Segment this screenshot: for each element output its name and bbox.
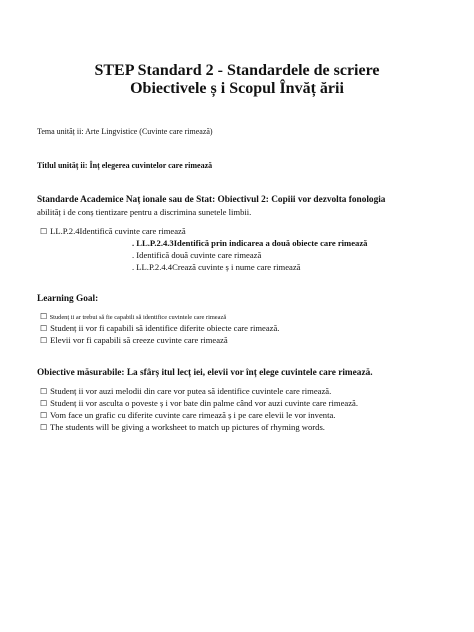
measurable-objective-item [40, 398, 358, 409]
measurable-objective-item [40, 422, 325, 433]
learning-goal-item [40, 312, 226, 323]
checkbox-icon: ☐ [40, 387, 48, 396]
document-title-line-2: Obiectivele ș i Scopul Învăț ării [130, 80, 344, 97]
measurable-objectives-heading: Obiective măsurabile: La sfârș itul lecț iei, elevii vor înț elege cuvintele care rimează. [37, 368, 373, 378]
learning-goal-item-text: Studenț ii vor fi capabili să identifice diferite obiecte care rimează. [50, 323, 280, 333]
standard-item-text: LL.P.2.4Identifică cuvinte care rimează [50, 226, 186, 236]
standards-heading: Standarde Academice Naț ionale sau de Stat: Obiectivul 2: Copiii vor dezvolta fonologia [37, 195, 386, 205]
learning-goal-heading: Learning Goal: [37, 294, 99, 304]
checkbox-icon: ☐ [40, 399, 48, 408]
learning-goal-item-text: Studenț ii ar trebui să fie capabili să identifice cuvintele care rimează [49, 314, 227, 321]
document-title-line-1: STEP Standard 2 - Standardele de scriere [94, 62, 380, 79]
checkbox-icon: ☐ [40, 227, 48, 236]
measurable-objective-text: Studenț ii vor asculta o poveste ș i vor bate din palme când vor auzi cuvinte care rimează. [50, 398, 358, 408]
measurable-objective-text: Studenț ii vor auzi melodii din care vor putea să identifice cuvintele care rimează. [50, 386, 332, 396]
measurable-objective-text: Vom face un grafic cu diferite cuvinte care rimează ș i pe care elevii le vor inventa. [50, 410, 336, 420]
learning-goal-item-text: Elevii vor fi capabili să creeze cuvinte care rimează [50, 335, 228, 345]
checkbox-icon: ☐ [40, 324, 48, 333]
standards-subline: abilităț i de conș tientizare pentru a discrimina sunetele limbii. [37, 207, 252, 217]
standard-item [40, 226, 186, 237]
standard-subitem: . LL.P.2.4.3Identifică prin indicarea a două obiecte care rimează [132, 238, 368, 248]
standard-subitem: . LL.P.2.4.4Crează cuvinte ș i nume care rimează [132, 262, 301, 272]
measurable-objective-item [40, 386, 331, 397]
unit-title-line: Titlul unităț ii: Înț elegerea cuvintelor care rimează [37, 161, 213, 170]
checkbox-icon: ☐ [40, 312, 48, 321]
checkbox-icon: ☐ [40, 411, 48, 420]
checkbox-icon: ☐ [40, 423, 48, 432]
learning-goal-item [40, 335, 228, 346]
measurable-objective-text: The students will be giving a worksheet to match up pictures of rhyming words. [50, 422, 325, 432]
checkbox-icon: ☐ [40, 336, 48, 345]
standard-subitem: . Identifică două cuvinte care rimează [132, 250, 262, 260]
topic-line: Tema unităț ii: Arte Lingvistice (Cuvinte care rimează) [37, 127, 213, 136]
measurable-objective-item [40, 410, 335, 421]
learning-goal-item [40, 323, 279, 334]
